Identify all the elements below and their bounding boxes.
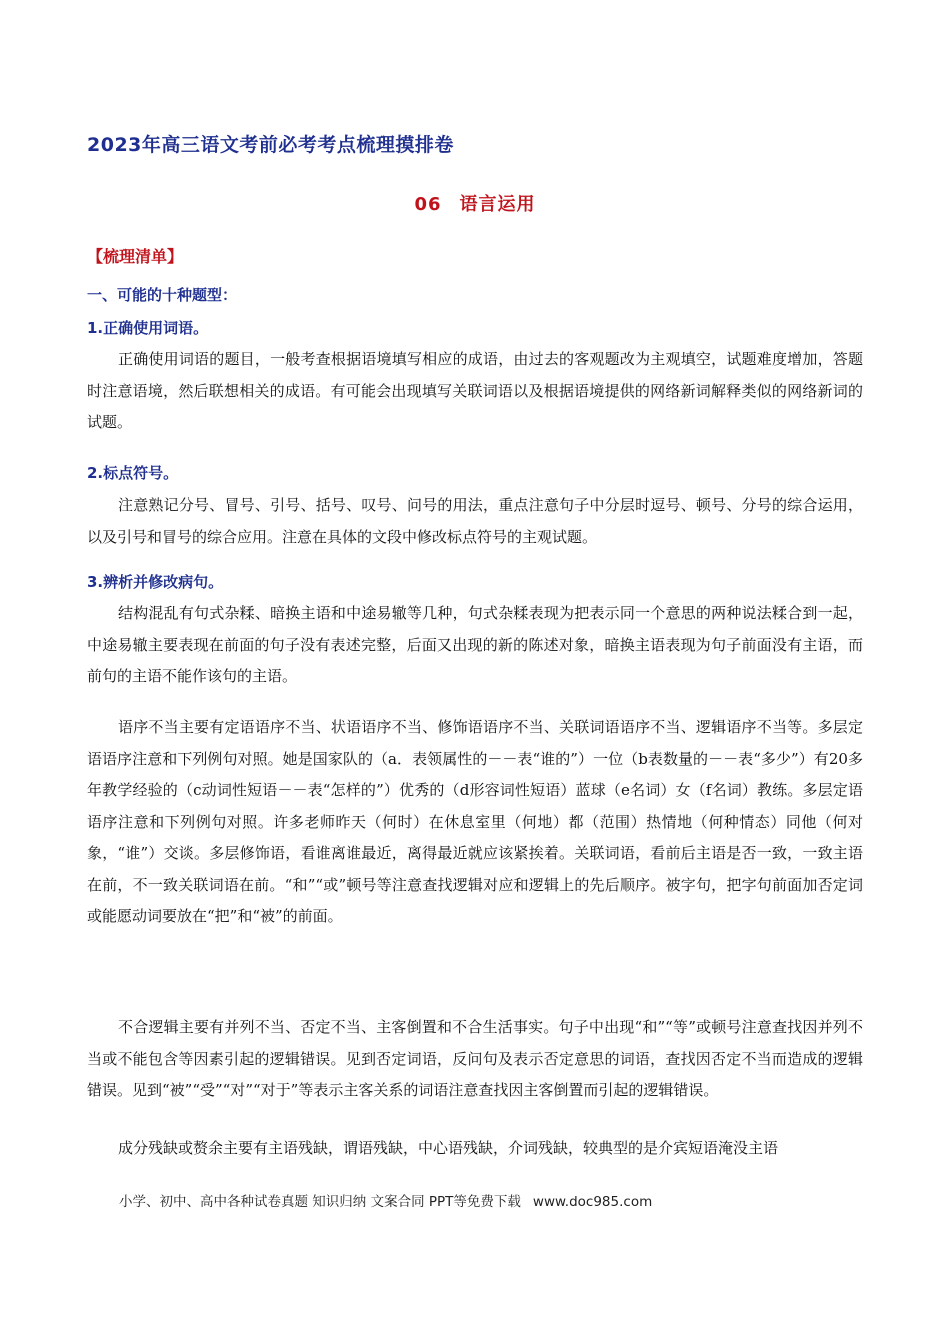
paragraph-3b: 语序不当主要有定语语序不当、状语语序不当、修饰语语序不当、关联词语语序不当、逻辑语序不当等。多层定语语序注意和下列例句对照。她是国家队的（a．表领属性的－－表“谁的”）一位（b表数量的－－表“多少”）有20多年教学经验的（c动词性短语－－表“怎样的”）优秀的（d形容词性短语）蓝球（e名词）女（f名词）教练。多层定语语序注意和下列例句对照。许多老师昨天（何时）在休息室里（何地）都（范围）热情地（何种情态）同他（何对象，“谁”）交谈。多层修饰语，看谁离谁最近，离得最近就应该紧挨着。关联词语，看前后主语是否一致，一致主语在前，不一致关联词语在前。“和”“或”顿号等注意查找逻辑对应和逻辑上的先后顺序。被字句，把字句前面加否定词或能愿动词要放在“把”和“被”的前面。 [87, 718, 863, 925]
page-footer [119, 1190, 839, 1210]
section-name: 语言运用 [459, 194, 536, 215]
footer-text: 小学、初中、高中各种试卷真题 知识归纳 文案合同 PPT等免费下载 [119, 1194, 521, 1210]
item-heading-2: 2.标点符号。 [87, 464, 179, 482]
paragraph-2: 注意熟记分号、冒号、引号、括号、叹号、问号的用法，重点注意句子中分层时逗号、顿号、分号的综合运用，以及引号和冒号的综合应用。注意在具体的文段中修改标点符号的主观试题。 [87, 496, 863, 546]
item-heading-3: 3.辨析并修改病句。 [87, 573, 224, 591]
document-title: 2023年高三语文考前必考考点梳理摸排卷 [87, 134, 454, 156]
paragraph-3a: 结构混乱有句式杂糅、暗换主语和中途易辙等几种，句式杂糅表现为把表示同一个意思的两种说法糅合到一起，中途易辙主要表现在前面的句子没有表述完整，后面又出现的新的陈述对象，暗换主语表现为句子前面没有主语，而前句的主语不能作该句的主语。 [87, 604, 863, 685]
list-tag: 【梳理清单】 [87, 247, 184, 266]
section-number: 06 [414, 194, 442, 215]
paragraph-3c: 不合逻辑主要有并列不当、否定不当、主客倒置和不合生活事实。句子中出现“和”“等”或顿号注意查找因并列不当或不能包含等因素引起的逻辑错误。见到否定词语，反问句及表示否定意思的词语，查找因否定不当而造成的逻辑错误。见到“被”“受”“对”“对于”等表示主客关系的词语注意查找因主客倒置而引起的逻辑错误。 [87, 1018, 863, 1099]
item-heading-1: 1.正确使用词语。 [87, 319, 209, 337]
heading-question-types: 一、可能的十种题型： [87, 286, 238, 304]
footer-url[interactable]: www.doc985.com [532, 1194, 653, 1210]
paragraph-1: 正确使用词语的题目，一般考查根据语境填写相应的成语，由过去的客观题改为主观填空，试题难度增加，答题时注意语境，然后联想相关的成语。有可能会出现填写关联词语以及根据语境提供的网络新词解释类似的网络新词的试题。 [87, 350, 863, 431]
section-title [0, 190, 950, 216]
paragraph-3d: 成分残缺或赘余主要有主语残缺，谓语残缺，中心语残缺，介词残缺，较典型的是介宾短语淹没主语 [118, 1139, 779, 1157]
